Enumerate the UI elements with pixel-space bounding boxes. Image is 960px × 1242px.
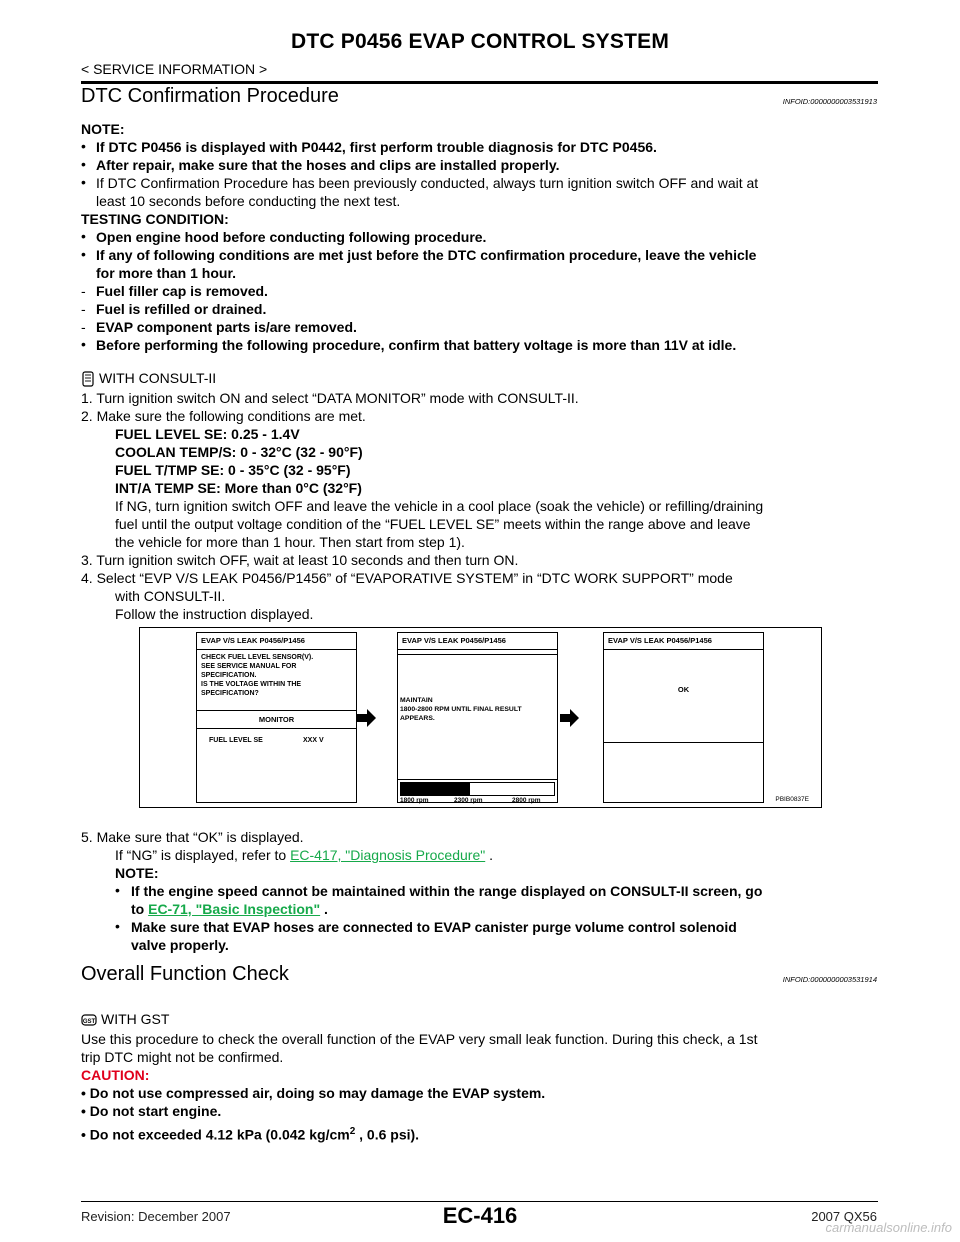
rpm-bar-frame bbox=[400, 782, 555, 796]
screen-line: 1800-2800 RPM UNTIL FINAL RESULT bbox=[400, 706, 522, 713]
consult-icon bbox=[81, 371, 95, 387]
screen-ok-result bbox=[603, 632, 764, 803]
condition-fuel-temp: FUEL T/TMP SE: 0 - 35°C (32 - 95°F) bbox=[115, 462, 351, 478]
ng-text: the vehicle for more than 1 hour. Then start from step 1). bbox=[115, 534, 465, 550]
watermark: carmanualsonline.info bbox=[825, 1220, 952, 1235]
step-5-note: Make sure that EVAP hoses are connected to EVAP canister purge volume control solenoid bbox=[131, 919, 737, 935]
bullet: • bbox=[115, 882, 120, 898]
dash: - bbox=[81, 283, 86, 299]
header-rule bbox=[81, 81, 878, 84]
bullet: • bbox=[115, 918, 120, 934]
step-5-note-cont bbox=[131, 901, 328, 918]
step-5-ng bbox=[115, 847, 493, 864]
screen-line: CHECK FUEL LEVEL SENSOR(V). bbox=[201, 654, 314, 661]
page-number: EC-416 bbox=[442, 1203, 518, 1228]
note-item: If DTC P0456 is displayed with P0442, first perform trouble diagnosis for DTC P0456. bbox=[96, 139, 657, 155]
screen-header: EVAP V/S LEAK P0456/P1456 bbox=[197, 633, 356, 650]
overall-text-cont: trip DTC might not be confirmed. bbox=[81, 1049, 284, 1065]
step-4-cont: Follow the instruction displayed. bbox=[115, 606, 314, 622]
page-title: DTC P0456 EVAP CONTROL SYSTEM bbox=[290, 30, 670, 53]
screen-maintain-rpm bbox=[397, 632, 558, 803]
footer-rule bbox=[81, 1201, 878, 1202]
screen-divider bbox=[604, 742, 763, 743]
dash: - bbox=[81, 319, 86, 335]
step-4: 4. Select “EVP V/S LEAK P0456/P1456” of “EVAPORATIVE SYSTEM” in “DTC WORK SUPPORT” mode bbox=[81, 570, 733, 586]
ok-text: OK bbox=[677, 685, 690, 694]
caution-prefix: • Do not exceeded 4.12 kPa (0.042 kg/cm bbox=[81, 1126, 350, 1143]
gst-icon bbox=[81, 1012, 97, 1028]
caution-superscript: 2 bbox=[349, 1126, 356, 1137]
step-5-note-label: NOTE: bbox=[115, 865, 159, 881]
monitor-value: XXX V bbox=[303, 737, 324, 744]
condition-coolant: COOLAN TEMP/S: 0 - 32°C (32 - 90°F) bbox=[115, 444, 363, 460]
step-3: 3. Turn ignition switch OFF, wait at least 10 seconds and then turn ON. bbox=[81, 552, 519, 568]
note-item: After repair, make sure that the hoses and clips are installed properly. bbox=[96, 157, 560, 173]
condition-fuel-level: FUEL LEVEL SE: 0.25 - 1.4V bbox=[115, 426, 300, 442]
note-suffix: . bbox=[320, 901, 328, 917]
monitor-item: FUEL LEVEL SE bbox=[209, 737, 263, 744]
monitor-label: MONITOR bbox=[197, 710, 356, 729]
bullet: • bbox=[81, 138, 86, 154]
caution-label: CAUTION: bbox=[81, 1067, 150, 1083]
consult-heading bbox=[81, 370, 216, 387]
diagnosis-procedure-link[interactable]: EC-417, "Diagnosis Procedure" bbox=[290, 847, 486, 863]
screen-line: SPECIFICATION. bbox=[201, 672, 257, 679]
screen-header: EVAP V/S LEAK P0456/P1456 bbox=[398, 633, 557, 650]
bullet: • bbox=[81, 156, 86, 172]
screen-line: IS THE VOLTAGE WITHIN THE bbox=[201, 681, 302, 688]
step-5: 5. Make sure that “OK” is displayed. bbox=[81, 829, 304, 845]
condition-intake-temp: INT/A TEMP SE: More than 0°C (32°F) bbox=[115, 480, 362, 496]
dash-item: EVAP component parts is/are removed. bbox=[96, 319, 357, 335]
screen-check-fuel-level bbox=[196, 632, 357, 803]
screen-text bbox=[197, 650, 356, 701]
caution-item: • Do not use compressed air, doing so may damage the EVAP system. bbox=[81, 1085, 546, 1101]
dash-item: Fuel is refilled or drained. bbox=[96, 301, 267, 317]
rpm-tick: 2300 rpm bbox=[454, 797, 483, 804]
screen-line: MAINTAIN bbox=[400, 697, 433, 704]
model-year: 2007 QX56 bbox=[811, 1209, 877, 1224]
info-id: INFOID:0000000003531913 bbox=[782, 97, 877, 106]
screen-line: SPECIFICATION? bbox=[201, 690, 259, 697]
testing-item: Open engine hood before conducting following procedure. bbox=[96, 229, 487, 245]
caution-item: • Do not start engine. bbox=[81, 1103, 222, 1119]
section-title-overall-function: Overall Function Check bbox=[81, 963, 289, 985]
arrow-right-icon bbox=[357, 708, 377, 728]
consult-label: WITH CONSULT-II bbox=[99, 370, 217, 386]
rpm-bar-fill bbox=[401, 783, 470, 795]
note-item: If DTC Confirmation Procedure has been previously conducted, always turn ignition switch OFF and wait at bbox=[96, 175, 759, 191]
step-4-cont: with CONSULT-II. bbox=[115, 588, 226, 604]
rpm-tick: 2800 rpm bbox=[512, 797, 541, 804]
caution-suffix: , 0.6 psi). bbox=[355, 1126, 420, 1143]
revision-date: Revision: December 2007 bbox=[81, 1209, 231, 1224]
screen-text bbox=[400, 696, 522, 723]
rpm-tick: 1800 rpm bbox=[400, 797, 429, 804]
overall-text: Use this procedure to check the overall function of the EVAP very small leak function. During this check, a 1st bbox=[81, 1031, 758, 1047]
consult-screen-figure bbox=[139, 627, 822, 808]
step-2: 2. Make sure the following conditions are met. bbox=[81, 408, 366, 424]
testing-item-cont: for more than 1 hour. bbox=[96, 265, 237, 281]
step-1: 1. Turn ignition switch ON and select “DATA MONITOR” mode with CONSULT-II. bbox=[81, 390, 579, 406]
info-id: INFOID:0000000003531914 bbox=[782, 975, 877, 984]
testing-item: If any of following conditions are met just before the DTC confirmation procedure, leave the vehicle bbox=[96, 247, 757, 263]
basic-inspection-link[interactable]: EC-71, "Basic Inspection" bbox=[148, 901, 321, 917]
dash: - bbox=[81, 301, 86, 317]
note-item-cont: least 10 seconds before conducting the next test. bbox=[96, 193, 401, 209]
bullet: • bbox=[81, 246, 86, 262]
svg-text:GST: GST bbox=[82, 1019, 96, 1026]
bullet: • bbox=[81, 336, 86, 352]
ng-text: If NG, turn ignition switch OFF and leave the vehicle in a cool place (soak the vehicle) or refilling/draining bbox=[115, 498, 764, 514]
ng-suffix: . bbox=[485, 847, 493, 863]
gst-label: WITH GST bbox=[101, 1011, 170, 1027]
note-prefix: to bbox=[131, 901, 149, 917]
ng-prefix: If “NG” is displayed, refer to bbox=[115, 847, 291, 863]
screen-line: APPEARS. bbox=[400, 715, 435, 722]
note-label: NOTE: bbox=[81, 121, 125, 137]
gst-heading bbox=[81, 1011, 169, 1028]
battery-note: Before performing the following procedure, confirm that battery voltage is more than 11V at idle. bbox=[96, 337, 737, 353]
section-subtitle: < SERVICE INFORMATION > bbox=[81, 61, 268, 77]
dash-item: Fuel filler cap is removed. bbox=[96, 283, 268, 299]
screen-header: EVAP V/S LEAK P0456/P1456 bbox=[604, 633, 763, 650]
step-5-note-cont: valve properly. bbox=[131, 937, 229, 953]
step-5-note: If the engine speed cannot be maintained within the range displayed on CONSULT-II screen, go bbox=[131, 883, 763, 899]
bullet: • bbox=[81, 174, 86, 190]
bullet: • bbox=[81, 228, 86, 244]
arrow-right-icon bbox=[560, 708, 580, 728]
screen-line: SEE SERVICE MANUAL FOR bbox=[201, 663, 297, 670]
section-title-dtc-confirmation: DTC Confirmation Procedure bbox=[81, 85, 339, 107]
testing-condition-label: TESTING CONDITION: bbox=[81, 211, 229, 227]
ng-text: fuel until the output voltage condition of the “FUEL LEVEL SE” meets within the range above and leave bbox=[115, 516, 751, 532]
caution-item bbox=[81, 1123, 419, 1144]
figure-id: PBIB0837E bbox=[775, 796, 809, 803]
